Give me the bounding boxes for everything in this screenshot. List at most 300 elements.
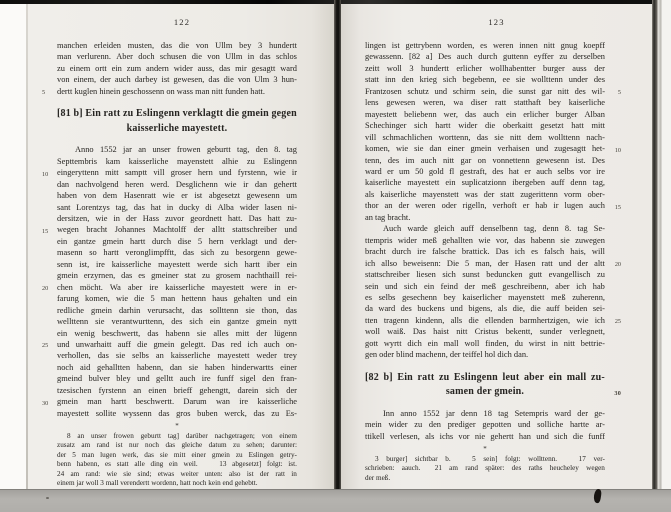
word: 3 — [273, 75, 278, 85]
word: tag — [286, 145, 297, 155]
word: zu — [235, 450, 243, 459]
text-line — [57, 362, 297, 373]
word: Es- — [285, 408, 297, 418]
word: Das — [211, 339, 225, 349]
word: nie — [474, 431, 486, 441]
paragraph — [365, 408, 605, 442]
page-122 — [28, 4, 336, 490]
word: einer — [447, 144, 465, 154]
word: darein — [237, 385, 259, 395]
word: selbs — [132, 351, 149, 361]
word: wellttenn — [57, 317, 89, 327]
word: Eslingen — [248, 450, 274, 459]
word: innen — [519, 41, 538, 50]
word: gewesenn — [536, 155, 570, 165]
word: Hasen — [514, 258, 536, 268]
word: 3 — [375, 455, 379, 464]
word: sie — [245, 305, 255, 315]
text-line — [365, 223, 605, 234]
word: aber — [555, 281, 570, 291]
word: nachgetragen; — [214, 432, 255, 441]
word: was — [464, 189, 478, 199]
word: fyrstenn — [98, 385, 127, 395]
word: falsche — [432, 247, 456, 257]
text-line — [57, 144, 297, 155]
word: alltt — [211, 225, 225, 235]
text-line — [57, 305, 297, 316]
word: tragenn — [383, 315, 409, 325]
word: sie — [95, 317, 105, 327]
word: wollhabentter — [489, 63, 536, 73]
word: er — [524, 166, 531, 176]
word: ein — [169, 460, 178, 469]
word: ibergeben — [512, 178, 546, 188]
word: noch — [57, 362, 74, 372]
word: zu — [414, 420, 423, 430]
word: gmein — [153, 339, 175, 349]
word: 24 — [57, 469, 65, 478]
word: hern — [208, 236, 224, 246]
word: in — [291, 469, 297, 478]
word: ir — [553, 201, 559, 211]
word: vill — [365, 132, 377, 142]
word: unser — [152, 145, 171, 155]
word: ire — [149, 282, 159, 292]
word: masenn — [57, 248, 83, 258]
word: zu — [597, 270, 605, 280]
word: ist. — [288, 460, 297, 469]
word: zu — [438, 371, 450, 383]
word: wie — [395, 144, 409, 154]
word: vill — [153, 168, 165, 178]
word: ding — [150, 460, 164, 469]
word: 5 — [197, 236, 203, 246]
word: dan — [254, 179, 268, 189]
word: datum — [208, 441, 227, 450]
text-line — [365, 349, 605, 360]
word: verklagtt — [182, 108, 224, 120]
word: verlesen, — [389, 431, 420, 441]
word: doch — [138, 52, 155, 62]
word: gmein — [470, 144, 492, 154]
word: ire — [201, 374, 211, 384]
footnote-block — [365, 455, 605, 483]
word: verursacht, — [147, 305, 185, 315]
word: schutz — [407, 86, 429, 96]
word: von — [207, 52, 220, 62]
word: darunter: — [271, 441, 297, 450]
word: 18 — [483, 408, 492, 418]
word: gnug — [560, 41, 578, 50]
text-line — [365, 166, 605, 177]
word: sich — [200, 248, 215, 258]
word: red — [230, 339, 242, 349]
word: habenn — [530, 235, 555, 245]
word: hat — [508, 166, 519, 176]
word: er — [522, 201, 530, 211]
word: dich — [407, 338, 422, 348]
word: rand: — [85, 469, 101, 478]
word: auch — [536, 166, 553, 176]
text-line — [365, 281, 605, 292]
word: durch — [152, 236, 172, 246]
word: Aber — [116, 52, 133, 62]
word: sehen; — [246, 441, 265, 450]
word: abgesetzt — [208, 191, 241, 201]
word: ire — [96, 259, 105, 269]
text-line — [57, 373, 297, 384]
word: ein — [209, 317, 221, 327]
text-line — [57, 179, 297, 190]
word: ich — [365, 258, 376, 268]
paragraph — [365, 40, 621, 223]
line-number: 5 — [42, 89, 46, 97]
text-line — [365, 292, 605, 303]
word: gold — [428, 166, 444, 176]
word: wollttenn. 17 — [528, 455, 586, 464]
word: der — [464, 281, 476, 291]
word: 5 — [465, 258, 470, 268]
word: beiden — [565, 304, 588, 314]
word: lugen — [564, 201, 584, 211]
word: on — [477, 155, 487, 165]
word: lasen — [264, 202, 282, 212]
word: nach- — [586, 132, 605, 142]
word: habenn, — [136, 362, 164, 372]
word: am — [81, 441, 91, 450]
word: derselben — [572, 52, 605, 62]
page-123 — [341, 4, 652, 490]
word: dem — [102, 191, 118, 201]
word: mayestett — [365, 109, 398, 119]
text-line — [365, 431, 605, 442]
word: mall — [566, 371, 587, 383]
word: die — [484, 121, 496, 131]
word: von — [57, 75, 70, 85]
text-line — [365, 464, 605, 473]
word: ein — [548, 371, 563, 383]
word: einem — [69, 63, 91, 73]
word: von — [195, 41, 209, 50]
word: samptt — [124, 168, 148, 178]
word: verlurenn. — [76, 52, 111, 62]
word: sich — [554, 431, 568, 441]
word: der — [193, 225, 205, 235]
word: den — [401, 75, 414, 85]
word: die — [225, 108, 240, 120]
word: gewesen, — [173, 75, 205, 85]
word: und — [219, 168, 232, 178]
text-line — [57, 107, 297, 122]
word: aid — [80, 362, 91, 372]
text-line — [57, 451, 297, 460]
word: wollttenn — [531, 75, 563, 85]
word: gehertt — [273, 179, 297, 189]
word: b] — [73, 108, 83, 120]
word: di — [205, 202, 212, 212]
word: an — [133, 385, 142, 395]
word: sein — [365, 281, 379, 291]
word: Ein — [85, 108, 101, 120]
word: die — [468, 315, 479, 325]
word: er- — [287, 282, 297, 292]
word: krieg — [419, 75, 437, 85]
text-column — [42, 40, 297, 488]
word: vor, — [495, 235, 509, 245]
word: mayestett — [407, 178, 440, 188]
word: mayestett — [217, 351, 250, 361]
word: an — [384, 201, 393, 211]
word: tag, — [592, 178, 605, 188]
word: gelltt — [156, 374, 174, 384]
text-line — [365, 269, 605, 280]
word: meß — [551, 292, 566, 302]
word: werk, — [122, 450, 139, 459]
word: das — [165, 441, 176, 450]
text-line — [57, 259, 297, 270]
word: schmachlichen — [382, 132, 433, 142]
word: ire — [596, 166, 605, 176]
word: 8. — [564, 224, 572, 234]
word: denselbenn — [480, 224, 518, 234]
word: zu — [233, 441, 240, 450]
word: das — [160, 41, 173, 50]
word: han — [518, 431, 531, 441]
word: und — [434, 86, 448, 96]
text-line — [57, 328, 297, 339]
word: sein, — [481, 86, 497, 96]
word: leut — [502, 371, 520, 383]
word: beschwertt, — [101, 328, 141, 338]
word: Alba — [217, 202, 234, 212]
word: dan — [169, 362, 182, 372]
word: 5 — [150, 294, 155, 304]
word: ein — [505, 109, 517, 119]
text-line — [365, 97, 605, 108]
word: tag] — [167, 432, 180, 441]
word: gantze — [227, 317, 249, 327]
word: thon, — [261, 305, 279, 315]
word: an — [155, 351, 164, 361]
word: darüber — [185, 432, 208, 441]
word: koepff — [583, 41, 605, 50]
word: gros — [176, 408, 191, 418]
word: b] — [383, 371, 393, 383]
word: burger] — [386, 455, 408, 464]
word: und — [558, 258, 572, 268]
word: der — [100, 75, 111, 85]
word: ein — [57, 328, 68, 338]
word: ire — [417, 247, 427, 257]
word: dem — [527, 132, 542, 142]
word: später: — [485, 464, 505, 473]
word: dan — [57, 179, 70, 189]
word: Des — [591, 155, 605, 165]
text-line-content: dertt kuglen hinein geschossenn on wass man nitt funden hatt. — [57, 86, 265, 96]
word: du — [514, 338, 523, 348]
word: kaiserlicher — [462, 292, 502, 302]
word: gutt — [529, 270, 543, 280]
word: hern — [197, 168, 213, 178]
word: mayenstett — [508, 292, 545, 302]
word: Lorentzys — [76, 202, 110, 212]
word: denn — [542, 224, 559, 234]
word: buckens — [417, 304, 445, 314]
word: der- — [283, 236, 297, 246]
word: wie — [273, 168, 286, 178]
text-line-content: an tag bracht. — [365, 212, 411, 222]
word: nitt — [456, 327, 468, 337]
word: alle — [134, 460, 145, 469]
word: einer — [280, 362, 297, 372]
word: raths — [528, 464, 543, 473]
text-line — [365, 419, 605, 430]
word: ge- — [594, 408, 605, 418]
word: bey — [239, 41, 252, 50]
word: tzesischen — [57, 385, 92, 395]
word: gott — [365, 338, 379, 348]
word: zum — [126, 63, 142, 73]
word: nitt — [563, 338, 575, 348]
word: sich — [265, 385, 280, 395]
word: komen, — [84, 294, 110, 304]
word: funff — [217, 374, 234, 384]
word: zu — [559, 52, 568, 62]
word: gmein — [211, 450, 230, 459]
word: fran- — [280, 374, 297, 384]
word: werck, — [224, 408, 247, 418]
word: chen — [57, 282, 73, 292]
word: lugen — [100, 450, 117, 459]
word: woll — [386, 63, 402, 73]
word: Das — [248, 213, 262, 223]
text-line — [365, 120, 605, 131]
word: hartt — [130, 236, 146, 246]
word: sie — [115, 351, 126, 361]
word: gmein — [91, 305, 112, 315]
word: weren — [492, 41, 514, 50]
word: hais, — [570, 247, 586, 257]
word: gantze — [73, 236, 96, 246]
word: zu — [220, 248, 229, 258]
word: den — [255, 145, 268, 155]
word: das — [208, 75, 220, 85]
word: dersitzen, — [57, 213, 90, 223]
word: als — [425, 431, 435, 441]
word: bley — [116, 374, 131, 384]
word: lingen — [365, 41, 386, 50]
line-number: 15 — [614, 203, 621, 211]
word: sich — [224, 259, 238, 269]
word: auch — [483, 109, 499, 119]
word: Eslingenn — [453, 371, 498, 383]
word: sie — [560, 235, 570, 245]
book-gutter — [334, 0, 341, 512]
word: ir — [291, 168, 297, 178]
word: der — [126, 213, 137, 223]
word: von — [83, 191, 97, 201]
word: hatt — [571, 121, 584, 131]
word: gehallten — [442, 235, 473, 245]
word: hundertt — [269, 41, 297, 50]
word: Des — [438, 52, 452, 62]
word: gleich — [433, 224, 455, 234]
word: im — [405, 155, 415, 165]
word: feind — [440, 281, 458, 291]
word: des — [400, 304, 412, 314]
text-line — [57, 460, 297, 469]
word: gar — [460, 155, 472, 165]
word: groser — [170, 168, 192, 178]
word: trey — [283, 351, 297, 361]
word: schirm — [452, 86, 476, 96]
word: das — [121, 271, 133, 281]
word: nur — [129, 441, 139, 450]
word: ichs — [439, 431, 454, 441]
word: wyssenn — [122, 408, 152, 418]
text-line — [57, 316, 297, 327]
word: Schechinger — [365, 121, 407, 131]
word: buben — [197, 408, 218, 418]
word: redliche — [57, 305, 84, 315]
word: statt — [365, 75, 379, 85]
word: es — [104, 460, 111, 469]
word: gepotten — [482, 420, 512, 430]
word: senn — [57, 259, 73, 269]
paragraph — [365, 223, 621, 360]
word: ttempris — [365, 235, 393, 245]
text-line — [365, 189, 605, 200]
word: ratt — [417, 371, 435, 383]
word: mayestett — [57, 408, 90, 418]
word: were — [250, 282, 268, 292]
word: kaiserliche — [568, 98, 605, 108]
text-line-content: kaisserliche mayestett. — [126, 122, 228, 134]
word: verantwurttenn, — [111, 317, 165, 327]
word: Anno — [75, 145, 94, 155]
word: tag, — [115, 202, 128, 212]
word: und — [535, 144, 549, 154]
word: erlicher — [523, 109, 549, 119]
word: ist — [161, 75, 170, 85]
word: Inn — [383, 408, 395, 418]
word: worttenn, — [438, 132, 471, 142]
text-line — [365, 315, 621, 326]
word: ein — [423, 281, 435, 291]
word: Ulm — [254, 75, 270, 85]
word: in — [551, 338, 558, 348]
word: prediger — [447, 420, 476, 430]
word: hat — [150, 202, 161, 212]
word: woll — [365, 327, 380, 337]
word: Eslingenn — [263, 156, 297, 166]
page-number: 122 — [173, 17, 191, 27]
word: und — [384, 281, 398, 291]
word: die — [191, 52, 202, 62]
word: gleiche — [181, 441, 203, 450]
word: als — [365, 189, 375, 199]
word: in — [274, 282, 281, 292]
word: alhie — [221, 156, 239, 166]
text-line — [365, 235, 605, 246]
word: gmeind — [57, 374, 83, 384]
word: gelegtt. — [180, 339, 206, 349]
word: gettrybenn — [405, 41, 442, 50]
word: musten, — [127, 41, 155, 50]
word: gehertt — [490, 431, 514, 441]
word: wie — [224, 179, 237, 189]
word: der — [483, 189, 495, 199]
